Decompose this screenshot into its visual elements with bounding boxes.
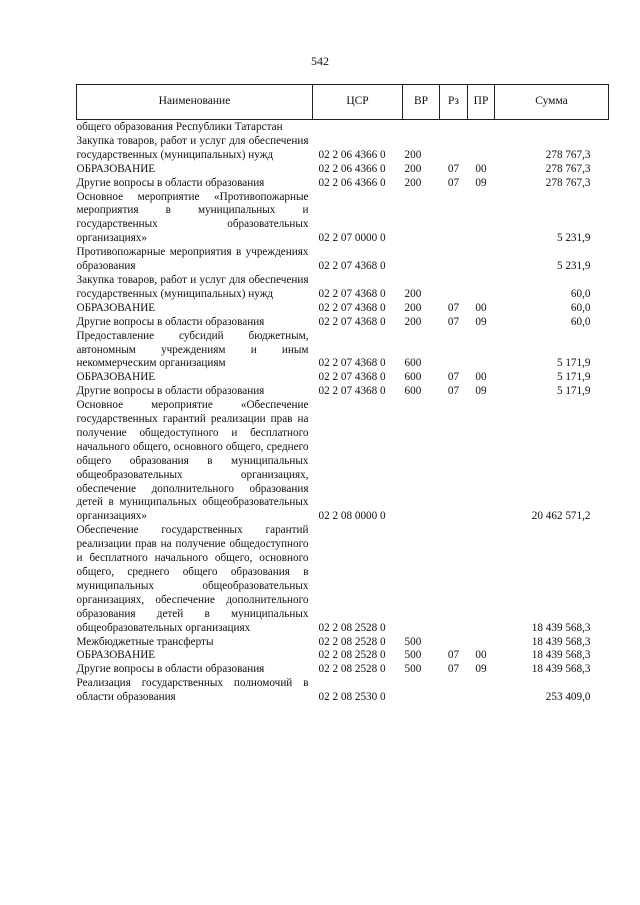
cell-sum: 5 231,9 <box>556 232 591 245</box>
cell-csr: 02 2 07 4368 0 <box>318 301 386 314</box>
cell-name: Другие вопросы в области образования <box>76 315 265 328</box>
cell-sum: 60,0 <box>570 315 591 328</box>
cell-vr: 500 <box>404 663 422 676</box>
table-row <box>77 177 609 191</box>
cell-rz: 07 <box>447 176 460 189</box>
cell-csr: 02 2 06 4366 0 <box>318 162 386 175</box>
cell-csr: 02 2 07 4368 0 <box>318 385 386 398</box>
cell-csr: 02 2 07 4368 0 <box>318 315 386 328</box>
cell-sum: 5 171,9 <box>556 357 591 370</box>
cell-vr: 600 <box>404 385 422 398</box>
cell-rz <box>440 135 468 163</box>
cell-sum: 278 767,3 <box>545 162 591 175</box>
table-row <box>77 135 609 163</box>
cell-sum: 5 231,9 <box>556 260 591 273</box>
cell-rz: 07 <box>447 649 460 662</box>
cell-pr <box>468 636 495 650</box>
cell-sum: 278 767,3 <box>545 148 591 161</box>
cell-rz: 07 <box>447 315 460 328</box>
table-row <box>77 663 609 677</box>
cell-rz <box>440 274 468 302</box>
cell-rz <box>440 524 468 635</box>
cell-sum: 253 409,0 <box>545 691 591 704</box>
cell-vr: 200 <box>404 315 422 328</box>
cell-rz <box>440 399 468 524</box>
cell-pr <box>468 274 495 302</box>
cell-sum: 5 171,9 <box>556 371 591 384</box>
cell-pr <box>468 135 495 163</box>
cell-vr <box>403 399 440 524</box>
cell-rz: 07 <box>447 162 460 175</box>
cell-name: Другие вопросы в области образования <box>76 385 265 398</box>
cell-sum: 60,0 <box>570 287 591 300</box>
cell-rz <box>440 636 468 650</box>
cell-sum: 18 439 568,3 <box>531 635 591 648</box>
table-body <box>77 120 609 706</box>
cell-rz <box>440 191 468 247</box>
header-csr: ЦСР <box>313 85 403 120</box>
table-row <box>77 246 609 274</box>
cell-vr: 200 <box>404 176 422 189</box>
header-rz: Рз <box>440 85 468 120</box>
page-number: 542 <box>311 54 329 68</box>
table-row <box>77 316 609 330</box>
cell-name: Реализация государственных полномочий в области образования <box>76 677 309 704</box>
table-row <box>77 330 609 372</box>
cell-csr: 02 2 08 2530 0 <box>318 691 386 704</box>
cell-csr <box>313 120 403 135</box>
cell-vr: 600 <box>404 371 422 384</box>
cell-name: ОБРАЗОВАНИЕ <box>76 649 156 662</box>
cell-csr: 02 2 06 4366 0 <box>318 176 386 189</box>
cell-pr: 09 <box>475 385 487 398</box>
cell-name: общего образования Республики Татарстан <box>76 121 283 133</box>
table-header <box>77 85 609 120</box>
header-sum: Сумма <box>495 85 609 120</box>
cell-pr <box>468 246 495 274</box>
cell-vr: 600 <box>404 357 422 370</box>
cell-pr <box>468 330 495 372</box>
table-row <box>77 385 609 399</box>
cell-csr: 02 2 08 2528 0 <box>318 635 386 648</box>
header-name: Наименование <box>77 85 313 120</box>
cell-name: Другие вопросы в области образования <box>76 176 265 189</box>
cell-vr <box>403 524 440 635</box>
cell-name: Межбюджетные трансферты <box>76 635 214 648</box>
cell-pr: 09 <box>475 315 487 328</box>
cell-csr: 02 2 07 0000 0 <box>318 232 386 245</box>
cell-csr: 02 2 07 4368 0 <box>318 371 386 384</box>
cell-name: Обеспечение государственных гарантий реализации прав на получение общедоступного и бесплатного начального общего, основного общего, среднего общего образования в муниципальных общеобразовательных организациях, обеспечение дополнительного образования детей в муниципальных общеобразовательных организациях <box>76 524 309 634</box>
cell-vr: 500 <box>404 635 422 648</box>
cell-sum <box>495 120 609 135</box>
cell-sum: 20 462 571,2 <box>531 510 591 523</box>
cell-rz: 07 <box>447 301 460 314</box>
cell-name: Противопожарные мероприятия в учреждениях образования <box>76 246 309 273</box>
cell-csr: 02 2 08 0000 0 <box>318 510 386 523</box>
cell-name: ОБРАЗОВАНИЕ <box>76 301 156 314</box>
table-row <box>77 274 609 302</box>
cell-pr: 09 <box>475 176 487 189</box>
cell-pr: 00 <box>475 301 487 314</box>
cell-pr: 09 <box>475 663 487 676</box>
cell-name: Основное мероприятие «Противопожарные мероприятия в муниципальных и государственных образовательных организациях» <box>76 190 309 245</box>
table-row <box>77 371 609 385</box>
table-row <box>77 191 609 247</box>
cell-csr: 02 2 07 4368 0 <box>318 357 386 370</box>
cell-name: ОБРАЗОВАНИЕ <box>76 371 156 384</box>
cell-sum: 18 439 568,3 <box>531 663 591 676</box>
cell-rz <box>440 246 468 274</box>
cell-csr: 02 2 08 2528 0 <box>318 649 386 662</box>
table-row <box>77 163 609 177</box>
cell-csr: 02 2 08 2528 0 <box>318 663 386 676</box>
cell-vr: 500 <box>404 649 422 662</box>
cell-name: Основное мероприятие «Обеспечение государственных гарантий реализации прав на получение общедоступного и бесплатного начального общего, основного общего, среднего общего образования в муниципальных общеобразовательных организациях, обеспечение дополнительного образования детей в муниципальных общеобразовательных организациях» <box>76 399 309 523</box>
table-row <box>77 120 609 135</box>
cell-csr: 02 2 07 4368 0 <box>318 260 386 273</box>
cell-rz <box>440 120 468 135</box>
cell-vr: 200 <box>404 148 422 161</box>
cell-sum: 18 439 568,3 <box>531 621 591 634</box>
cell-rz <box>440 330 468 372</box>
table-row <box>77 636 609 650</box>
cell-pr: 00 <box>475 371 487 384</box>
cell-rz: 07 <box>447 385 460 398</box>
cell-vr: 200 <box>404 162 422 175</box>
cell-name: Закупка товаров, работ и услуг для обеспечения государственных (муниципальных) нужд <box>76 273 309 300</box>
cell-name: Предоставление субсидий бюджетным, автономным учреждениям и иным некоммерческим организациям <box>76 329 309 370</box>
table-row <box>77 399 609 524</box>
cell-pr: 00 <box>475 162 487 175</box>
cell-sum: 5 171,9 <box>556 385 591 398</box>
cell-pr <box>468 399 495 524</box>
cell-sum: 18 439 568,3 <box>531 649 591 662</box>
cell-rz: 07 <box>447 371 460 384</box>
cell-pr <box>468 677 495 705</box>
cell-vr <box>403 677 440 705</box>
cell-vr: 200 <box>404 287 422 300</box>
header-pr: ПР <box>468 85 495 120</box>
cell-pr <box>468 191 495 247</box>
cell-name: Другие вопросы в области образования <box>76 663 265 676</box>
header-vr: ВР <box>403 85 440 120</box>
table-row <box>77 677 609 705</box>
cell-sum: 60,0 <box>570 301 591 314</box>
cell-pr <box>468 524 495 635</box>
table-row <box>77 649 609 663</box>
cell-name: ОБРАЗОВАНИЕ <box>76 162 156 175</box>
cell-csr: 02 2 07 4368 0 <box>318 287 386 300</box>
cell-sum: 278 767,3 <box>545 176 591 189</box>
cell-vr <box>403 246 440 274</box>
cell-vr <box>403 191 440 247</box>
cell-csr: 02 2 06 4366 0 <box>318 148 386 161</box>
cell-vr: 200 <box>404 301 422 314</box>
cell-pr: 00 <box>475 649 487 662</box>
cell-vr <box>403 120 440 135</box>
cell-rz: 07 <box>447 663 460 676</box>
cell-rz <box>440 677 468 705</box>
cell-csr: 02 2 08 2528 0 <box>318 621 386 634</box>
table-row <box>77 524 609 635</box>
cell-name: Закупка товаров, работ и услуг для обеспечения государственных (муниципальных) нужд <box>76 134 309 161</box>
cell-pr <box>468 120 495 135</box>
budget-table <box>76 84 609 705</box>
table-row <box>77 302 609 316</box>
